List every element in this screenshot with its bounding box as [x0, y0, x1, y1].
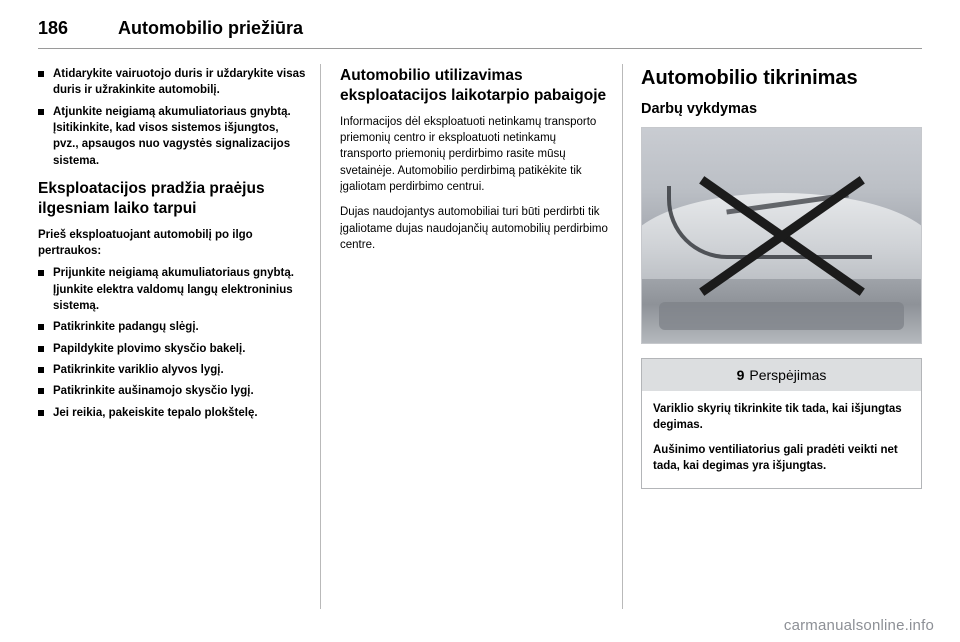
list-item: Prijunkite neigiamą akumuliatoriaus gnybtą. Įjunkite elektra valdomų langų elektroninius sistemą.: [38, 265, 306, 314]
disposal-paragraph-1: Informacijos dėl eksploatuoti netinkamų transporto priemonių centro ir eksploatuoti netinkamų transporto priemonių perdirbimo rasite mūsų svetainėje. Automobilio perdirbimą patikėkite tik įgaliotam perdirbimo centrui.: [340, 115, 597, 193]
warning-box: [641, 358, 922, 489]
list-item: Atidarykite vairuotojo duris ir uždarykite visas duris ir užrakinkite automobilį.: [38, 66, 306, 99]
section-title-inspection: Automobilio tikrinimas: [641, 67, 858, 89]
page-header: [38, 18, 922, 52]
list-item: Patikrinkite padangų slėgį.: [38, 319, 306, 335]
footer-watermark: carmanualsonline.info: [783, 617, 934, 634]
header-divider: [38, 48, 922, 49]
page-number: 186: [38, 18, 69, 38]
column-three: [641, 66, 922, 489]
list-item: Jei reikia, pakeiskite tepalo plokštelę.: [38, 405, 306, 421]
warning-paragraph-2: Aušinimo ventiliatorius gali pradėti veikti net tada, kai degimas yra išjungtas.: [653, 443, 898, 473]
disposal-paragraph-2: Dujas naudojantys automobiliai turi būti perdirbti tik įgaliotame dujas naudojančių automobilių perdirbimo centre.: [340, 206, 608, 251]
section-title-restart: Eksploatacijos pradžia praėjus ilgesniam laiko tarpui: [38, 179, 265, 217]
column-one: [38, 66, 306, 431]
list-item: Patikrinkite aušinamojo skysčio lygį.: [38, 383, 306, 399]
storage-steps-list: [38, 66, 306, 169]
warning-paragraph-1: Variklio skyrių tikrinkite tik tada, kai išjungtas degimas.: [653, 403, 902, 432]
warning-header: [642, 359, 921, 391]
restart-intro: Prieš eksploatuojant automobilį po ilgo pertraukos:: [38, 228, 253, 257]
list-item: Papildykite plovimo skysčio bakelį.: [38, 341, 306, 357]
list-item: Patikrinkite variklio alyvos lygį.: [38, 362, 306, 378]
warning-symbol-icon: 9: [736, 367, 745, 384]
column-two: [340, 66, 608, 262]
crossed-out-overlay-icon: [684, 166, 880, 306]
subsection-title-work: Darbų vykdymas: [641, 101, 758, 117]
restart-steps-list: [38, 265, 306, 421]
list-item: Atjunkite neigiamą akumuliatoriaus gnybtą. Įsitikinkite, kad visos sistemos išjungtos, pvz., apsaugos nuo vagystės signalizacijos sistema.: [38, 104, 306, 169]
chapter-title: Automobilio priežiūra: [118, 18, 304, 38]
column-divider-2: [622, 64, 623, 609]
section-title-disposal: Automobilio utilizavimas eksploatacijos laikotarpio pabaigoje: [340, 67, 607, 104]
grille-shape: [659, 302, 905, 330]
column-divider-1: [320, 64, 321, 609]
engine-compartment-figure: [641, 127, 922, 344]
warning-title: Perspėjimas: [749, 367, 827, 384]
warning-body: [642, 391, 921, 488]
